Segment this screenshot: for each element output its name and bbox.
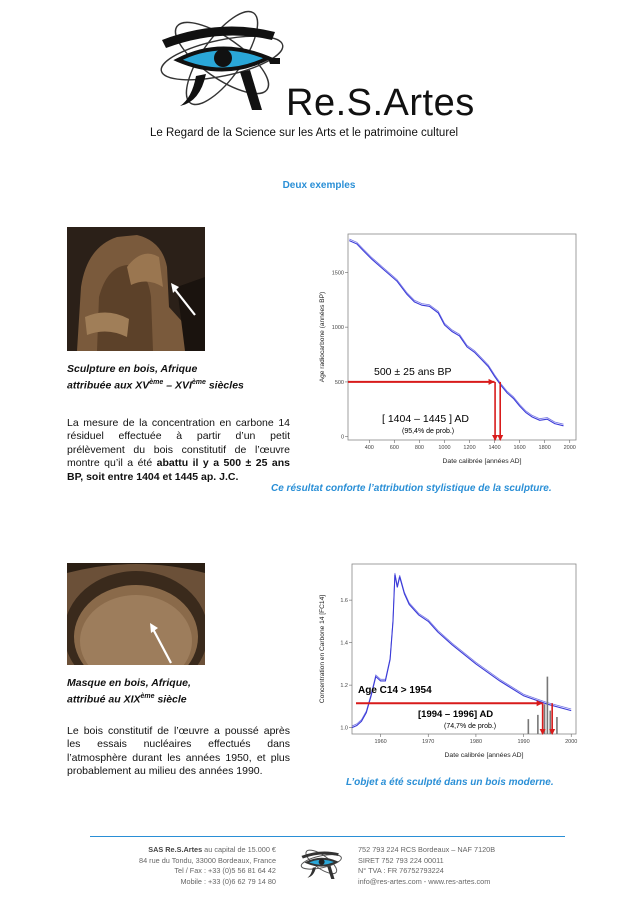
y-axis-label: Concentration en Carbone 14 [FC14] (319, 594, 326, 704)
superscript: ème (149, 379, 164, 386)
para-line: résiduel effectuée à partir d’un petit (67, 430, 290, 443)
x-tick-label: 400 (364, 445, 374, 451)
footer-line: 84 rue du Tondu, 33000 Bordeaux, France (139, 855, 276, 865)
y-tick-label: 1.2 (340, 683, 348, 690)
section-title: Deux exemples (282, 180, 356, 191)
x-tick-label: 1800 (538, 445, 551, 451)
calibrated-range-label: [ 1404 – 1445 ] AD (382, 413, 469, 425)
probability-bar (537, 715, 539, 734)
x-axis-label: Date calibrée [années AD] (442, 458, 522, 465)
x-tick-label: 2000 (565, 739, 578, 745)
caption-text: – XVI (163, 379, 192, 392)
example2-caption-line1: Masque en bois, Afrique, (67, 677, 191, 689)
y-tick-label: 1500 (331, 270, 344, 277)
footer-line: Tel / Fax : +33 (0)5 56 81 64 42 (174, 866, 276, 875)
footer-line: Mobile : +33 (0)6 62 79 14 80 (180, 876, 276, 886)
x-tick-label: 1600 (513, 445, 526, 451)
footer-left (80, 845, 276, 887)
x-axis-label: Date calibrée [années AD] (444, 752, 524, 759)
logo-eye-of-horus (140, 10, 290, 125)
example1-caption-line1: Sculpture en bois, Afrique (67, 363, 198, 375)
para-text: montre qu’il a été (67, 457, 157, 470)
y-tick-label: 0 (340, 434, 344, 441)
superscript: ème (191, 379, 206, 386)
para-bold: abattu il y a 500 ± 25 ans (156, 457, 290, 470)
mask-photo (67, 563, 205, 665)
y-tick-label: 1.6 (340, 598, 348, 605)
sculpture-image-icon (67, 227, 205, 351)
caption-text: siècle (154, 693, 187, 706)
mask-image-icon (67, 563, 205, 665)
x-tick-label: 1980 (469, 739, 483, 745)
para-line (67, 471, 290, 484)
x-tick-label: 1990 (517, 739, 530, 745)
tagline: Le Regard de la Science sur les Arts et le patrimoine culturel (150, 127, 459, 139)
probability-label: (95,4% de prob.) (402, 428, 455, 435)
example1-caption (67, 363, 287, 393)
footer-line: SIRET 752 793 224 00011 (358, 855, 444, 865)
caption-text: siècles (205, 379, 244, 392)
para-line: probablement au milieu des années 1990. (67, 765, 263, 778)
x-tick-label: 800 (414, 445, 425, 451)
para-line: l’atmosphère durant les années 1950, et plus (67, 751, 290, 764)
probability-bar (547, 677, 549, 734)
footer-line: 752 793 224 RCS Bordeaux – NAF 7120B (358, 845, 496, 854)
footer-right (358, 845, 558, 887)
x-tick-label: 1960 (374, 739, 387, 745)
example2-paragraph (67, 725, 290, 779)
radiocarbon-calibration-chart (314, 228, 579, 468)
para-line (67, 457, 290, 470)
y-tick-label: 1.0 (340, 725, 348, 732)
caption-text: attribuée aux XV (67, 379, 150, 392)
para-bold: BP, soit entre 1404 et 1445 ap. J.C. (67, 470, 239, 483)
para-line: Le bois constitutif de l’œuvre a poussé après (67, 725, 290, 737)
para-line: les essais nucléaires effectués dans (67, 738, 290, 751)
y-axis-label: Age radiocarbone (années BP) (319, 291, 326, 383)
probability-label: (74,7% de prob.) (444, 723, 497, 730)
caption-text: attribué au XIX (67, 693, 141, 706)
footer-logo-icon (294, 846, 344, 884)
y-tick-label: 1.4 (340, 640, 348, 647)
x-tick-label: 1970 (422, 739, 435, 745)
example1-conclusion: Ce résultat conforte l’attribution stylistique de la sculpture. (271, 483, 552, 494)
example1-paragraph (67, 417, 290, 484)
x-tick-label: 2000 (563, 445, 576, 451)
calibrated-range-label: [1994 – 1996] AD (418, 709, 494, 720)
footer-line: info@res-artes.com - www.res-artes.com (358, 876, 491, 886)
example2-caption (67, 677, 287, 707)
example2-conclusion: L’objet a été sculpté dans un bois moderne. (346, 777, 554, 788)
probability-bar (556, 717, 558, 734)
brand-name: Re.S.Artes (286, 82, 475, 124)
para-line: La mesure de la concentration en carbone 14 (67, 417, 290, 429)
footer-divider (90, 836, 565, 837)
sculpture-photo (67, 227, 205, 351)
company-name: SAS Re.S.Artes (148, 845, 203, 854)
x-tick-label: 1400 (488, 445, 501, 451)
x-tick-label: 1200 (463, 445, 476, 451)
plot-frame (348, 234, 576, 440)
measurement-label: 500 ± 25 ans BP (374, 365, 452, 378)
bomb-curve-chart (314, 560, 579, 765)
footer-text: au capital de 15.000 € (202, 845, 276, 854)
y-tick-label: 1000 (331, 325, 344, 332)
example1-caption-line2 (67, 376, 287, 393)
example2-caption-line2 (67, 690, 287, 707)
para-line: prélèvement du bois constitutif de l’œuvre (67, 443, 290, 456)
x-tick-label: 600 (389, 445, 399, 451)
footer-line: N° TVA : FR 76752793224 (358, 866, 444, 875)
superscript: ème (140, 693, 155, 700)
footer-line (80, 845, 276, 856)
y-tick-label: 500 (334, 379, 344, 386)
x-tick-label: 1000 (438, 445, 451, 451)
probability-bar (528, 719, 530, 734)
measurement-label: Age C14 > 1954 (358, 685, 432, 697)
